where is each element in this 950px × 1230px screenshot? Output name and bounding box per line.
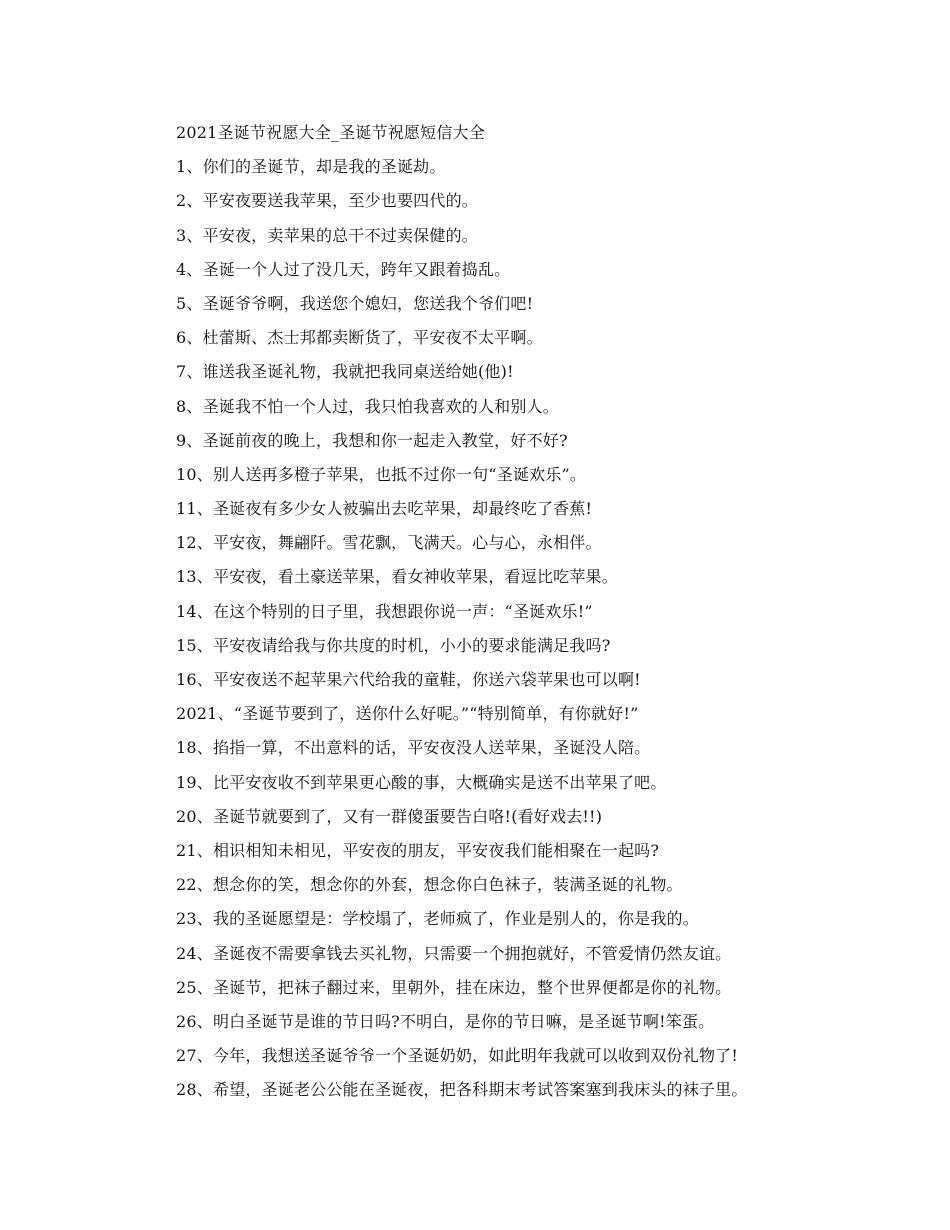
list-item: 16、平安夜送不起苹果六代给我的童鞋，你送六袋苹果也可以啊! <box>176 670 641 689</box>
list-item: 15、平安夜请给我与你共度的时机，小小的要求能满足我吗? <box>176 635 611 655</box>
list-item: 5、圣诞爷爷啊，我送您个媳妇，您送我个爷们吧! <box>176 293 534 313</box>
list-item: 8、圣诞我不怕一个人过，我只怕我喜欢的人和别人。 <box>176 396 559 416</box>
list-item: 2021、“圣诞节要到了，送你什么好呢。”“特别简单，有你就好!” <box>176 704 639 724</box>
list-item: 27、今年，我想送圣诞爷爷一个圣诞奶奶，如此明年我就可以收到双份礼物了! <box>176 1046 738 1066</box>
list-item: 1、你们的圣诞节，却是我的圣诞劫。 <box>176 157 446 177</box>
list-item: 26、明白圣诞节是谁的节日吗?不明白，是你的节日嘛，是圣诞节啊!笨蛋。 <box>176 1011 715 1031</box>
list-item: 23、我的圣诞愿望是：学校塌了，老师疯了，作业是别人的，你是我的。 <box>176 909 699 929</box>
list-item: 21、相识相知未相见，平安夜的朋友，平安夜我们能相聚在一起吗? <box>176 840 660 860</box>
list-item: 7、谁送我圣诞礼物，我就把我同桌送给她(他)! <box>176 362 514 382</box>
list-item: 14、在这个特别的日子里，我想跟你说一声：“圣诞欢乐!” <box>176 601 593 621</box>
list-item: 3、平安夜，卖苹果的总干不过卖保健的。 <box>176 225 478 245</box>
list-item: 22、想念你的笑，想念你的外套，想念你白色袜子，装满圣诞的礼物。 <box>176 875 683 895</box>
list-item: 28、希望，圣诞老公公能在圣诞夜，把各科期末考试答案塞到我床头的袜子里。 <box>176 1080 748 1100</box>
list-item: 2、平安夜要送我苹果，至少也要四代的。 <box>176 191 478 211</box>
list-item: 19、比平安夜收不到苹果更心酸的事，大概确实是送不出苹果了吧。 <box>176 772 667 792</box>
list-item: 18、掐指一算，不出意料的话，平安夜没人送苹果，圣诞没人陪。 <box>176 738 651 758</box>
document-body <box>176 116 836 1107</box>
list-item: 13、平安夜，看土豪送苹果，看女神收苹果，看逗比吃苹果。 <box>176 567 618 587</box>
list-item: 6、杜蕾斯、杰士邦都卖断货了，平安夜不太平啊。 <box>176 328 543 348</box>
list-item: 10、别人送再多橙子苹果，也抵不过你一句“圣诞欢乐”。 <box>176 464 587 484</box>
list-item: 20、圣诞节就要到了，又有一群傻蛋要告白咯!(看好戏去!!) <box>176 806 603 826</box>
list-item: 4、圣诞一个人过了没几天，跨年又跟着捣乱。 <box>176 259 511 279</box>
list-item: 24、圣诞夜不需要拿钱去买礼物，只需要一个拥抱就好，不管爱情仍然友谊。 <box>176 943 732 963</box>
list-item: 25、圣诞节，把袜子翻过来，里朝外，挂在床边，整个世界便都是你的礼物。 <box>176 977 732 997</box>
list-item: 12、平安夜，舞翩阡。雪花飘，飞满天。心与心，永相伴。 <box>176 533 602 553</box>
list-item: 11、圣诞夜有多少女人被骗出去吃苹果，却最终吃了香蕉! <box>176 499 593 519</box>
list-item: 9、圣诞前夜的晚上，我想和你一起走入教堂，好不好? <box>176 430 568 450</box>
document-title: 2021圣诞节祝愿大全_圣诞节祝愿短信大全 <box>176 123 485 142</box>
